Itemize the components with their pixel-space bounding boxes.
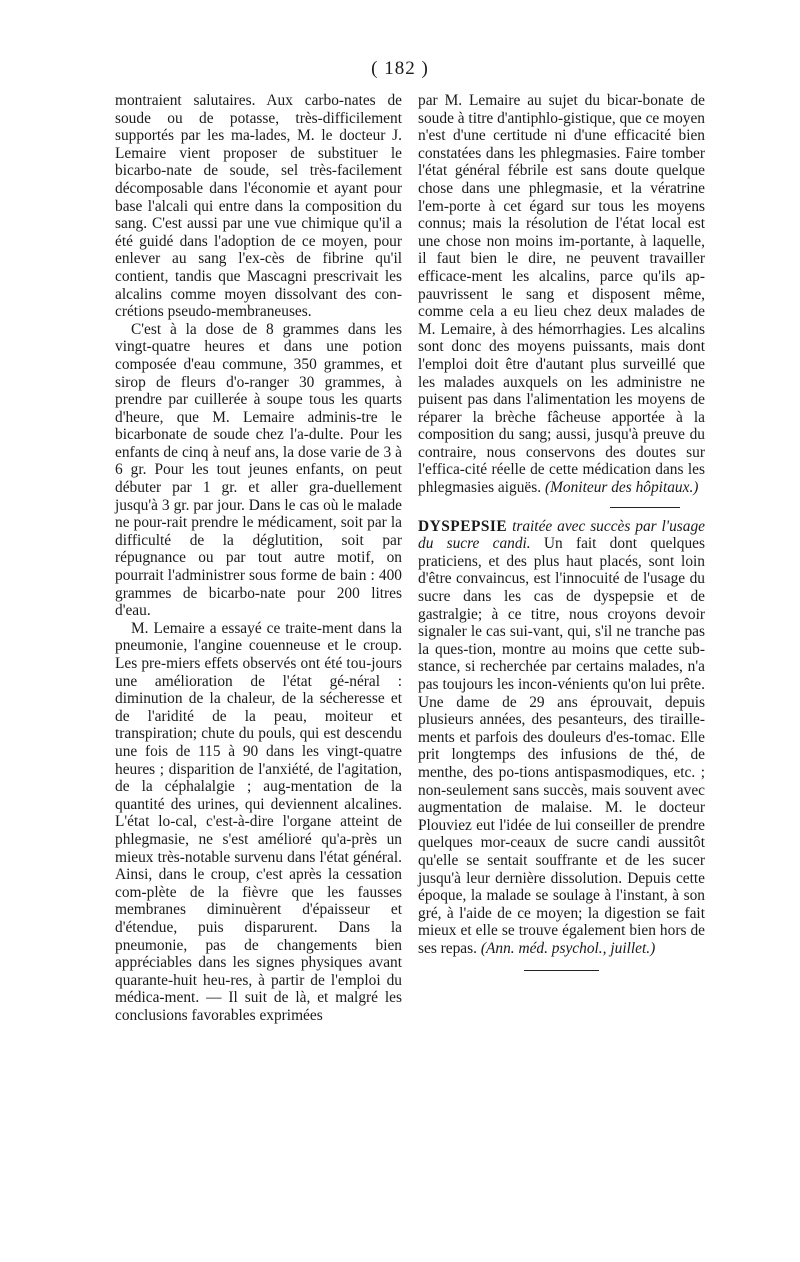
right-paragraph-continuation <box>418 92 705 497</box>
dyspepsie-article <box>418 518 705 958</box>
left-paragraph-3: M. Lemaire a essayé ce traite-ment dans la pneumonie, l'angine couenneuse et le croup. Les pre-miers effets observés ont été tou-jours une amélioration de l'état gé-néral : diminution de la chaleur, de la sécheresse et de l'aridité de la peau, moiteur et transpiration; chute du pouls, qui est descendu une fois de 115 à 90 dans les vingt-quatre heures ; disparition de l'anxiété, de l'agitation, de la céphalalgie ; aug-mentation de la quantité des urines, qui deviennent alcalines. L'état lo-cal, c'est-à-dire l'organe atteint de phlegmasie, ne s'est amélioré qu'a-près un mieux très-notable survenu dans l'état général. Ainsi, dans le croup, c'est après la cessation com-plète de la fièvre que les fausses membranes diminuèrent d'épaisseur et d'étendue, puis disparurent. Dans la pneumonie, pas de changements bien appréciables dans les signes physiques avant quarante-huit heu-res, à partir de l'emploi du médica-ment. — Il suit de là, et malgré les conclusions favorables exprimées <box>115 619 402 1024</box>
left-column <box>115 92 402 1024</box>
page-number: ( 182 ) <box>371 58 429 79</box>
left-paragraph-1: montraient salutaires. Aux carbo-nates de soude ou de potasse, très-difficilement supportés par les ma-lades, M. le docteur J. Lemaire vient proposer de substituer le bicarbo-nate de soude, sel très-facilement décomposable dans l'économie et ayant pour base l'alcali qui entre dans la composition du sang. C'est aussi par une vue chimique qu'il a été guidé dans l'adoption de ce moyen, pour enlever au sang l'ex-cès de fibrine qu'il contient, tandis que Mascagni prescrivait les alcalins comme moyen dissolvant des con-crétions pseudo-membraneuses. <box>115 92 402 321</box>
section-body: Un fait dont quelques praticiens, et des plus haut placés, sont loin d'être convaincus, est l'innocuité de l'usage du sucre dans les cas de dyspepsie et de gastralgie; à ce titre, nous croyons devoir signaler le cas sui-vant, qui, s'il ne tranche pas la ques-tion, montre au moins que cette sub-stance, si recherchée par certains malades, n'a pas toujours les incon-vénients qu'on lui prête. Une dame de 29 ans éprouvait, depuis plusieurs années, des pesanteurs, des tiraille-ments et parfois des douleurs d'es-tomac. Elle prit longtemps des infusions de thé, de menthe, des po-tions antispasmodiques, etc. ; non-seulement sans succès, mais souvent avec augmentation de malaise. M. le docteur Plouviez eut l'idée de lui conseiller de prendre quelques mor-ceaux de sucre candi aussitôt qu'elle se sentait souffrante et de les sucer jusqu'à leur dernière dissolution. Depuis cette époque, la malade se soulage à l'instant, à son gré, à l'aide de ce moyen; la digestion se fait mieux et elle se trouve également bien hors de ses repas. <box>418 535 705 957</box>
section-heading: DYSPEPSIE <box>418 517 508 535</box>
left-paragraph-2: C'est à la dose de 8 grammes dans les vingt-quatre heures et dans une potion composée d'eau commune, 350 grammes, et sirop de fleurs d'o-ranger 30 grammes, à prendre par cuillerée à soupe tous les quarts d'heure, que M. Lemaire adminis-tre le bicarbonate de soude chez l'a-dulte. Pour les enfants de cinq à neuf ans, la dose varie de 3 à 6 gr. Pour les tout jeunes enfants, on peut débuter par 1 gr. et aller gra-duellement jusqu'à 3 gr. par jour. Dans le cas où le malade ne pour-rait prendre le médicament, soit par la difficulté de la déglutition, soit par répugnance ou par tout autre motif, on pourrait l'administrer sous forme de bain : 400 grammes de bicarbo-nate pour 200 litres d'eau. <box>115 320 402 620</box>
end-rule <box>524 970 599 971</box>
right-column <box>418 92 705 971</box>
source-citation-2: (Ann. méd. psychol., juillet.) <box>480 939 656 957</box>
section-title: traitée avec succès par l'usage du sucre candi. <box>418 517 705 553</box>
continuation-text: par M. Lemaire au sujet du bicar-bonate de soude à titre d'antiphlo-gistique, que ce moyen n'est d'une certitude ni d'une efficacité bien constatées dans les phlegmasies. Faire tomber l'état général fébrile est sans doute quelque chose dans une phlegmasie, et la vératrine l'em-porte à cet égard sur tous les moyens connus; mais la résolution de l'état local est une chose non moins im-portante, à laquelle, il faut bien le dire, ne peuvent travailler efficace-ment les alcalins, parce qu'ils ap-pauvrissent le sang et disposent même, comme cela a eu lieu chez deux malades de M. Lemaire, à des hémorrhagies. Les alcalins sont donc des moyens puissants, mais dont l'emploi doit être d'autant plus surveillé que les malades auxquels on les administre ne puisent pas dans l'alimentation les moyens de réparer la brèche fâcheuse apportée à la composition du sang; aussi, jusqu'à preuve du contraire, nous conservons des doutes sur l'effica-cité réelle de cette médication dans les phlegmasies aiguës. <box>418 92 705 497</box>
section-divider <box>610 507 680 508</box>
source-citation-1: (Moniteur des hôpitaux.) <box>544 479 699 497</box>
